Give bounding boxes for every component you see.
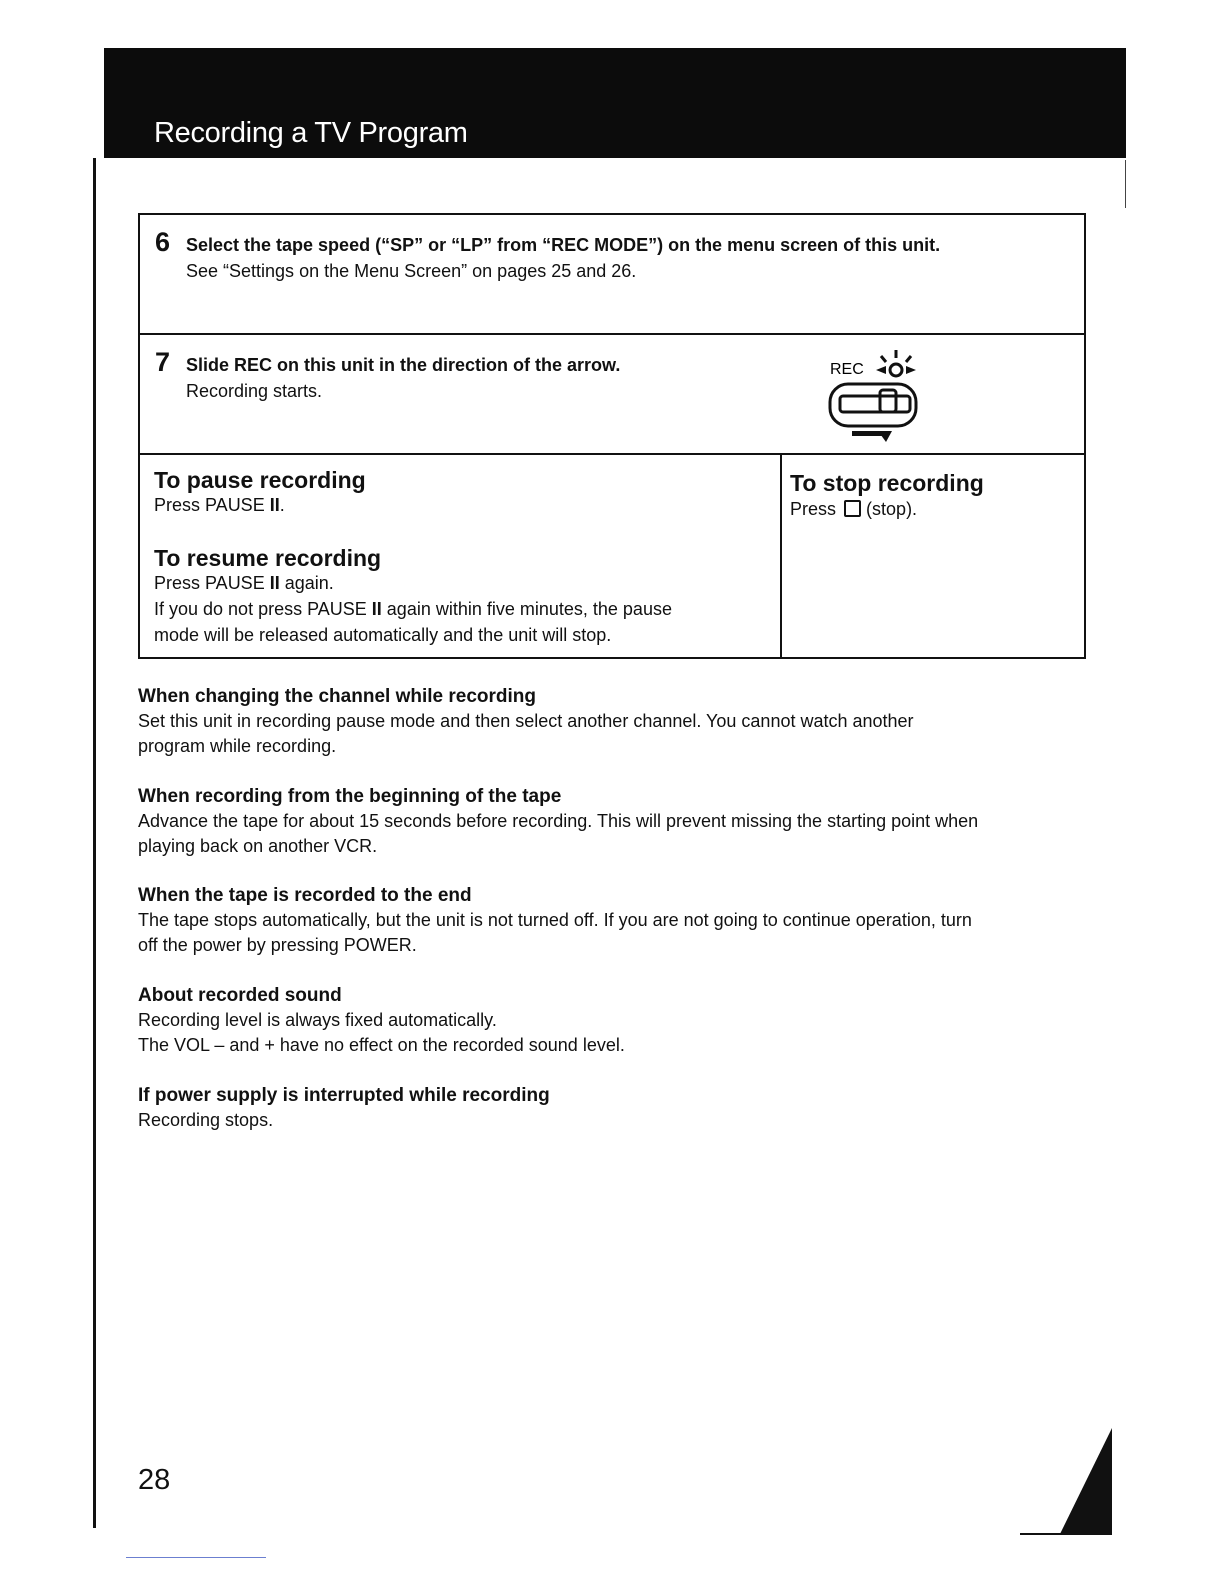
note-text: off the power by pressing POWER. xyxy=(138,935,417,955)
rec-slider-frame xyxy=(830,384,916,426)
note-text: Recording level is always fixed automatically. xyxy=(138,1010,497,1030)
step-number: 6 xyxy=(155,227,171,257)
note-text: The tape stops automatically, but the unit is not turned off. If you are not going to continue operation, turn xyxy=(138,910,972,930)
note-text: Recording stops. xyxy=(138,1110,274,1130)
note-text: program while recording. xyxy=(138,736,337,756)
pause-instruction: Press PAUSE II. xyxy=(154,495,285,515)
pause-resume-box xyxy=(138,453,782,659)
note-text: Advance the tape for about 15 seconds before recording. This will prevent missing the starting point when xyxy=(138,811,979,831)
note-title: If power supply is interrupted while recording xyxy=(138,1085,550,1106)
step-detail: See “Settings on the Menu Screen” on pages 25 and 26. xyxy=(186,261,637,281)
note-title: When changing the channel while recording xyxy=(138,686,536,707)
pause-title: To pause recording xyxy=(154,467,366,493)
rec-slider-figure xyxy=(820,340,930,446)
stop-square-icon xyxy=(844,500,861,517)
header-bar xyxy=(104,48,1126,158)
pause-symbol-icon: II xyxy=(269,495,280,515)
note-title: When the tape is recorded to the end xyxy=(138,885,472,906)
step-heading: Select the tape speed (“SP” or “LP” from “REC MODE”) on the menu screen of this unit. xyxy=(186,235,941,255)
note-text: playing back on another VCR. xyxy=(138,836,378,856)
right-margin-tick xyxy=(1125,160,1126,208)
step-6-box xyxy=(138,213,1086,335)
step-7-box xyxy=(138,333,1086,455)
page-title: Recording a TV Program xyxy=(154,117,468,149)
note-title: About recorded sound xyxy=(138,985,342,1006)
rec-indicator-icon xyxy=(876,350,916,376)
page-corner-tab-icon xyxy=(1020,1428,1115,1538)
stop-box xyxy=(780,453,1086,659)
resume-line-1: Press PAUSE II again. xyxy=(154,573,334,593)
pause-symbol-icon: II xyxy=(269,573,280,593)
resume-line-3: mode will be released automatically and the unit will stop. xyxy=(154,625,612,645)
resume-title: To resume recording xyxy=(154,545,382,571)
rec-label: REC xyxy=(830,361,864,378)
pause-symbol-icon: II xyxy=(371,599,382,619)
footer-rule xyxy=(126,1557,266,1558)
rec-slider-knob xyxy=(880,390,896,412)
note-text: The VOL – and + have no effect on the recorded sound level. xyxy=(138,1035,625,1055)
note-text: Set this unit in recording pause mode and then select another channel. You cannot watch another xyxy=(138,711,914,731)
step-heading: Slide REC on this unit in the direction of the arrow. xyxy=(186,355,621,375)
step-detail: Recording starts. xyxy=(186,381,323,401)
slide-direction-arrow-icon xyxy=(852,431,892,442)
stop-title: To stop recording xyxy=(790,470,984,496)
step-number: 7 xyxy=(155,347,171,377)
note-title: When recording from the beginning of the tape xyxy=(138,786,562,807)
left-margin-rule xyxy=(93,158,96,1528)
resume-line-2: If you do not press PAUSE II again within five minutes, the pause xyxy=(154,599,672,619)
stop-instruction: Press (stop). xyxy=(790,499,918,519)
page-number: 28 xyxy=(138,1464,171,1496)
